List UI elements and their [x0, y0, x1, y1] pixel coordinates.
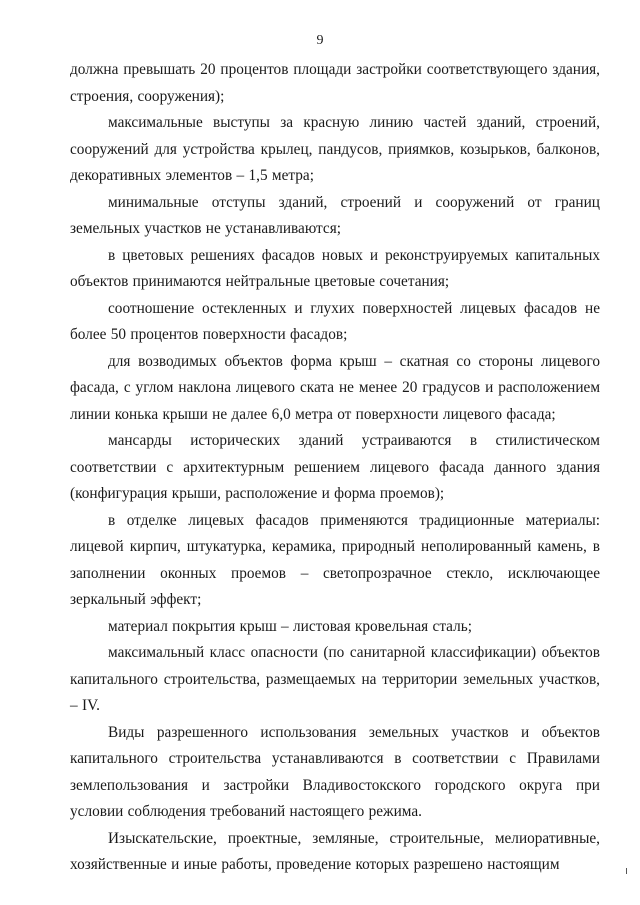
paragraph: максимальный класс опасности (по санитарной классификации) объектов капитального строительства, размещаемых на территории земельных участков, – IV.	[70, 644, 600, 714]
paragraph: для возводимых объектов форма крыш – скатная со стороны лицевого фасада, с углом наклона лицевого ската не менее 20 градусов и расположением линии конька крыши не далее 6,0 метра от поверхности лицевого фасада;	[70, 352, 600, 423]
paragraph: в цветовых решениях фасадов новых и реконструируемых капитальных объектов принимаются нейтральные цветовые сочетания;	[70, 246, 600, 290]
paragraph: должна превышать 20 процентов площади застройки соответствующего здания, строения, сооружения);	[70, 61, 600, 105]
paragraph: максимальные выступы за красную линию частей зданий, строений, сооружений для устройства крылец, пандусов, приямков, козырьков, балконов, декоративных элементов – 1,5 метра;	[70, 114, 600, 184]
paragraph: Изыскательские, проектные, земляные, строительные, мелиоративные, хозяйственные и иные работы, проведение которых разрешено настоящим	[70, 829, 600, 873]
paragraph: соотношение остекленных и глухих поверхностей лицевых фасадов не более 50 процентов поверхности фасадов;	[70, 299, 600, 343]
scan-mark	[626, 868, 627, 874]
paragraph: в отделке лицевых фасадов применяются традиционные материалы: лицевой кирпич, штукатурка, керамика, природный неполированный камень, в заполнении оконных проемов – светопрозрачное стекло, исключающее зеркальный эффект;	[70, 511, 600, 608]
paragraph: мансарды исторических зданий устраиваются в стилистическом соответствии с архитектурным решением лицевого фасада данного здания (конфигурация крыши, расположение и форма проемов);	[70, 432, 600, 502]
page-number: 9	[316, 33, 324, 48]
paragraph: Виды разрешенного использования земельных участков и объектов капитального строительства устанавливаются в соответствии с Правилами землепользования и застройки Владивостокского городского округа при условии соблюдения требований настоящего режима.	[70, 723, 600, 820]
body-text	[70, 57, 600, 879]
paragraph: минимальные отступы зданий, строений и сооружений от границ земельных участков не устанавливаются;	[70, 193, 600, 237]
paragraph: материал покрытия крыш – листовая кровельная сталь;	[108, 617, 472, 635]
